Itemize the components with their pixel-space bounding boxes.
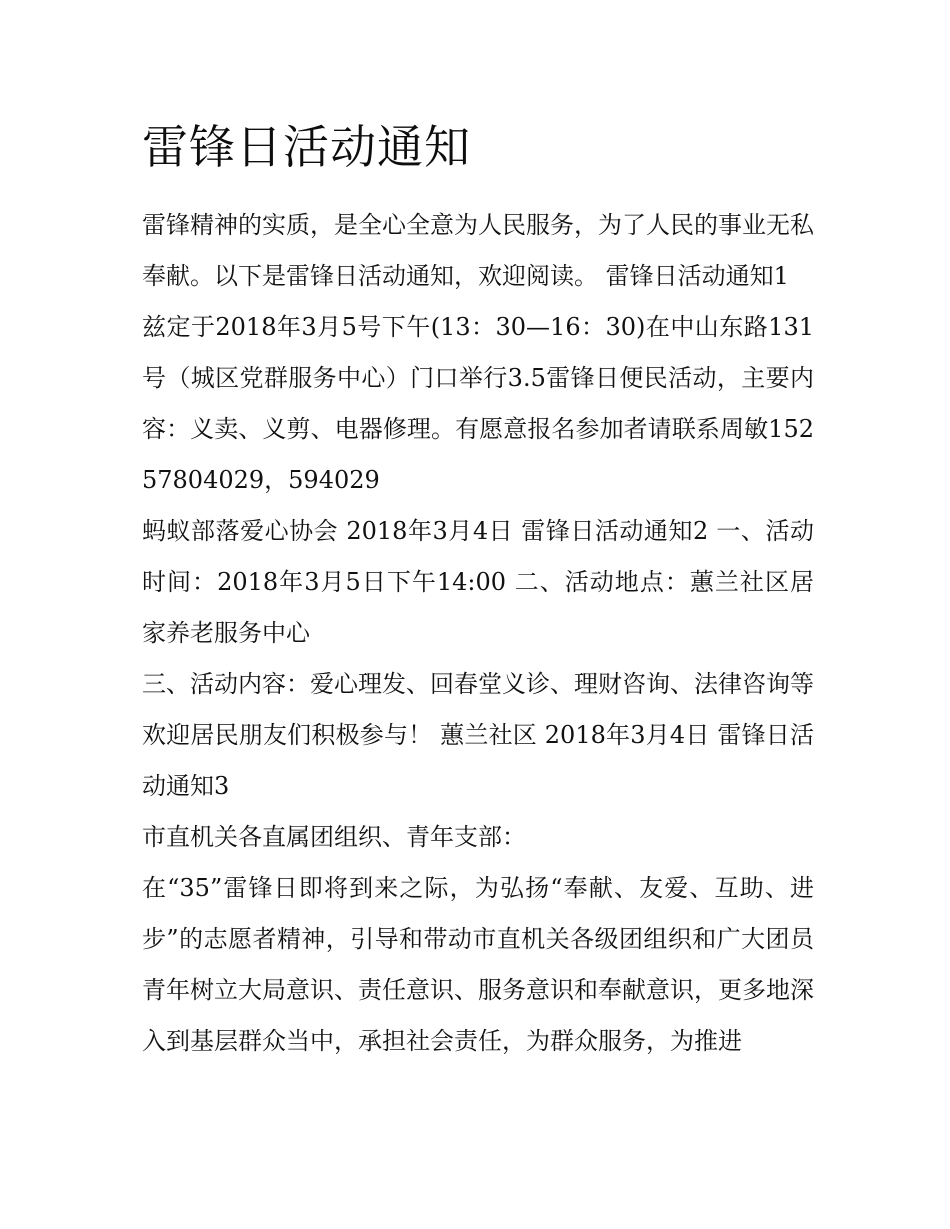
paragraph-notice-2-content: 三、活动内容：爱心理发、回春堂义诊、理财咨询、法律咨询等 欢迎居民朋友们积极参与！ 蕙兰社区 2018年3月4日 雷锋日活动通知3 [142,670,814,800]
paragraph-notice-3-body: 在“35”雷锋日即将到来之际，为弘扬“奉献、友爱、互助、进步”的志愿者精神，引导和带动市直机关各级团组织和广大团员青年树立大局意识、责任意识、服务意识和奉献意识，更多地深入到基层群众当中，承担社会责任，为群众服务，为推进 [142,874,814,1055]
paragraph-notice-1: 兹定于2018年3月5号下午(13：30—16：30)在中山东路131号（城区党群服务中心）门口举行3.5雷锋日便民活动，主要内容：义卖、义剪、电器修理。有愿意报名参加者请联系周敏15257804029，594029 [142,313,814,494]
paragraph-intro: 雷锋精神的实质，是全心全意为人民服务，为了人民的事业无私奉献。以下是雷锋日活动通知，欢迎阅读。 雷锋日活动通知1 [142,211,814,290]
paragraph-list [142,200,814,1067]
document-body [142,118,814,1067]
paragraph-notice-3-salutation: 市直机关各直属团组织、青年支部： [142,823,526,851]
paragraph-notice-2: 蚂蚁部落爱心协会 2018年3月4日 雷锋日活动通知2 一、活动时间：2018年3月5日下午14:00 二、活动地点：蕙兰社区居家养老服务中心 [142,517,814,647]
document-title: 雷锋日活动通知 [142,120,471,174]
